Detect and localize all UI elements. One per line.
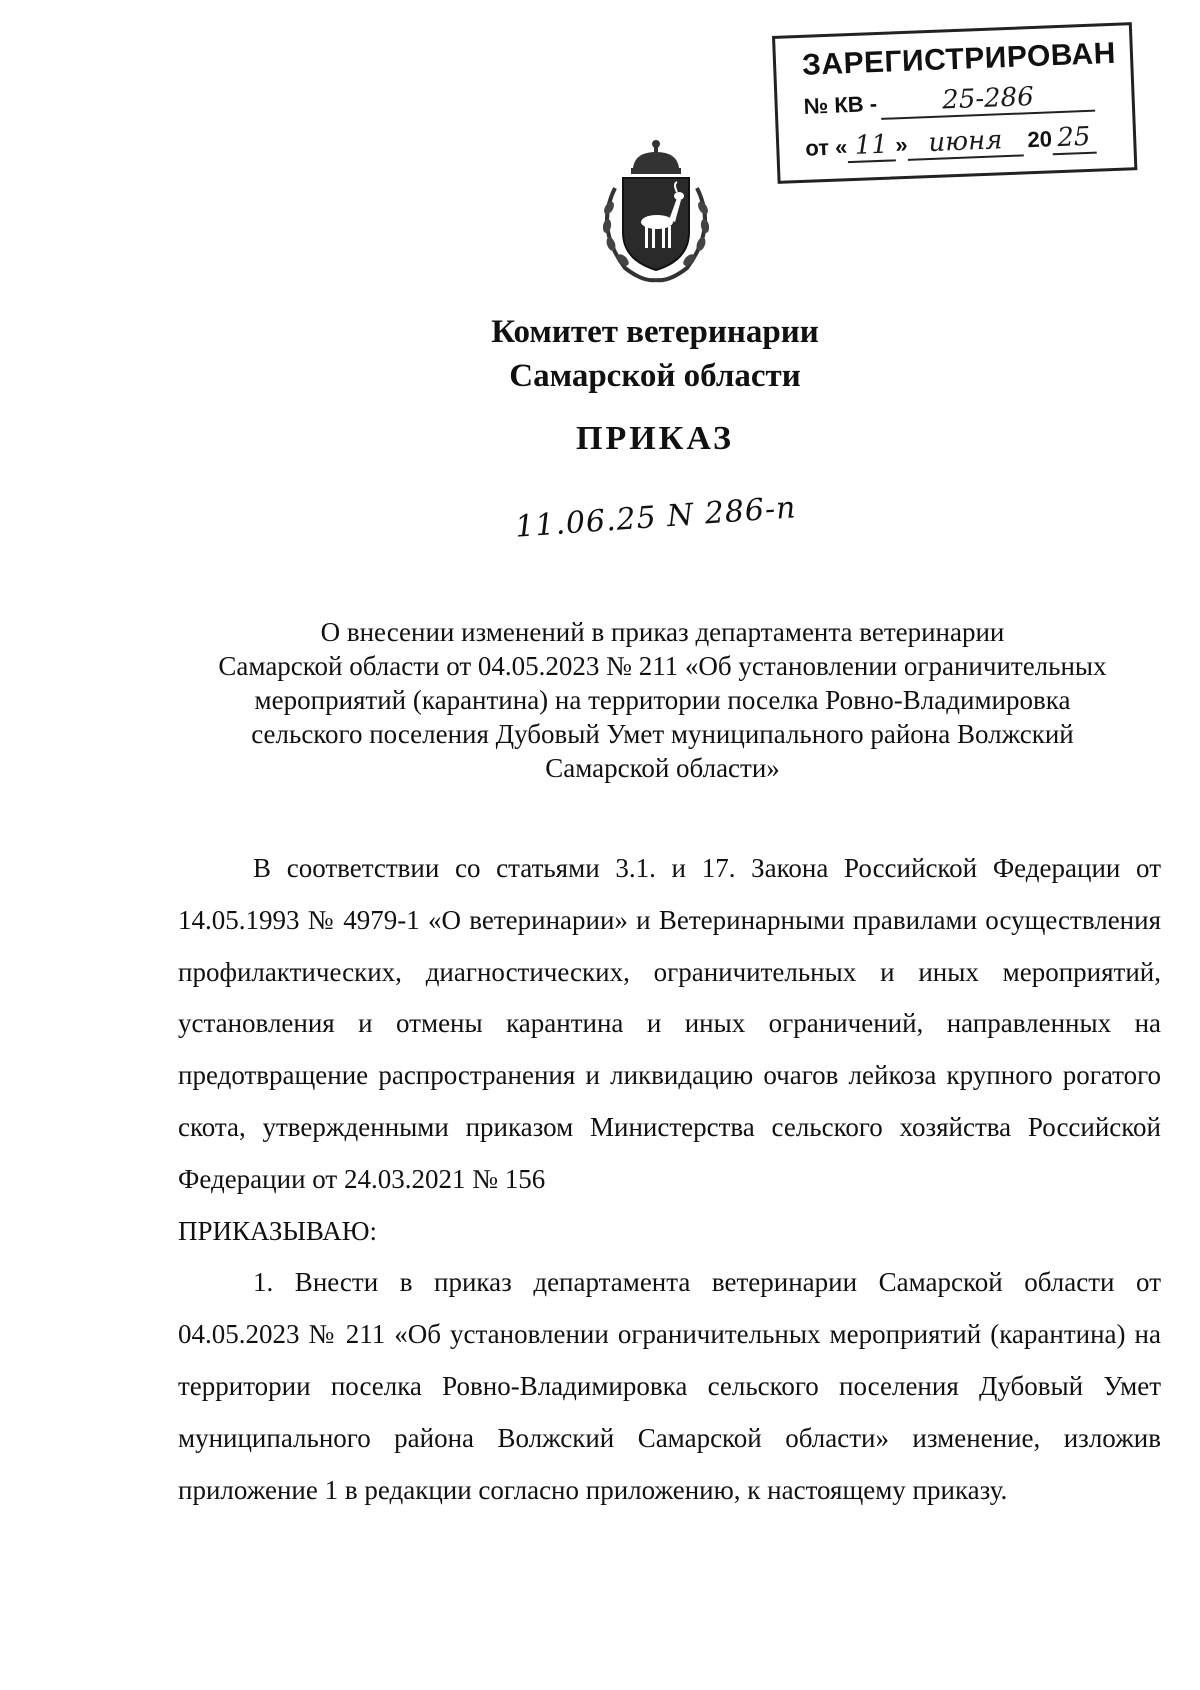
document-subject xyxy=(170,615,1155,785)
organization-line-2: Самарской области xyxy=(509,358,801,394)
samara-coat-of-arms-icon xyxy=(585,128,727,288)
registration-stamp xyxy=(772,22,1137,184)
stamp-title: ЗАРЕГИСТРИРОВАН xyxy=(801,36,1117,82)
organization-name xyxy=(0,310,1200,398)
stamp-date-month: июня xyxy=(907,124,1024,160)
stamp-number-value: 25-286 xyxy=(880,80,1095,120)
stamp-date-prefix: от « xyxy=(804,134,848,161)
subject-line: сельского поселения Дубовый Умет муниципального района Волжский xyxy=(251,719,1074,749)
order-word: ПРИКАЗЫВАЮ: xyxy=(178,1215,377,1246)
subject-line: мероприятий (карантина) на территории поселка Ровно-Владимировка xyxy=(254,685,1071,715)
subject-line: Самарской области от 04.05.2023 № 211 «Об установлении ограничительных xyxy=(218,651,1107,681)
stamp-date-day: 11 xyxy=(847,129,896,163)
stamp-number-prefix: № КВ - xyxy=(803,91,878,119)
handwritten-order-number: 11.06.25 N 286-п xyxy=(514,490,798,545)
subject-line: О внесении изменений в приказ департамента ветеринарии xyxy=(320,617,1005,647)
subject-line: Самарской области» xyxy=(545,753,780,783)
stamp-date-mid: » xyxy=(894,131,909,158)
document-body xyxy=(178,843,1161,1516)
stamp-date-year-prefix: 20 xyxy=(1026,126,1053,153)
document-type: ПРИКАЗ xyxy=(576,420,734,457)
preamble-paragraph: В соответствии со статьями 3.1. и 17. Закона Российской Федерации от 14.05.1993 № 4979-1 «О ветеринарии» и Ветеринарными правилами осуществления профилактических, диагностических, ограничительных и иных мероприятий, установления и отмены карантина и иных ограничений, направленных на предотвращение распространения и ликвидацию очагов лейкоза крупного рогатого скота, утвержденными приказом Министерства сельского хозяйства Российской Федерации от 24.03.2021 № 156 xyxy=(178,853,1161,1194)
stamp-date-year-suffix: 25 xyxy=(1051,122,1096,156)
organization-line-1: Комитет ветеринарии xyxy=(491,314,819,350)
item-1-paragraph: 1. Внести в приказ департамента ветеринарии Самарской области от 04.05.2023 № 211 «Об установлении ограничительных мероприятий (карантина) на территории поселка Ровно-Владимировка сельского поселения Дубовый Умет муниципального района Волжский Самарской области» изменение, изложив приложение 1 в редакции согласно приложению, к настоящему приказу. xyxy=(178,1267,1161,1505)
